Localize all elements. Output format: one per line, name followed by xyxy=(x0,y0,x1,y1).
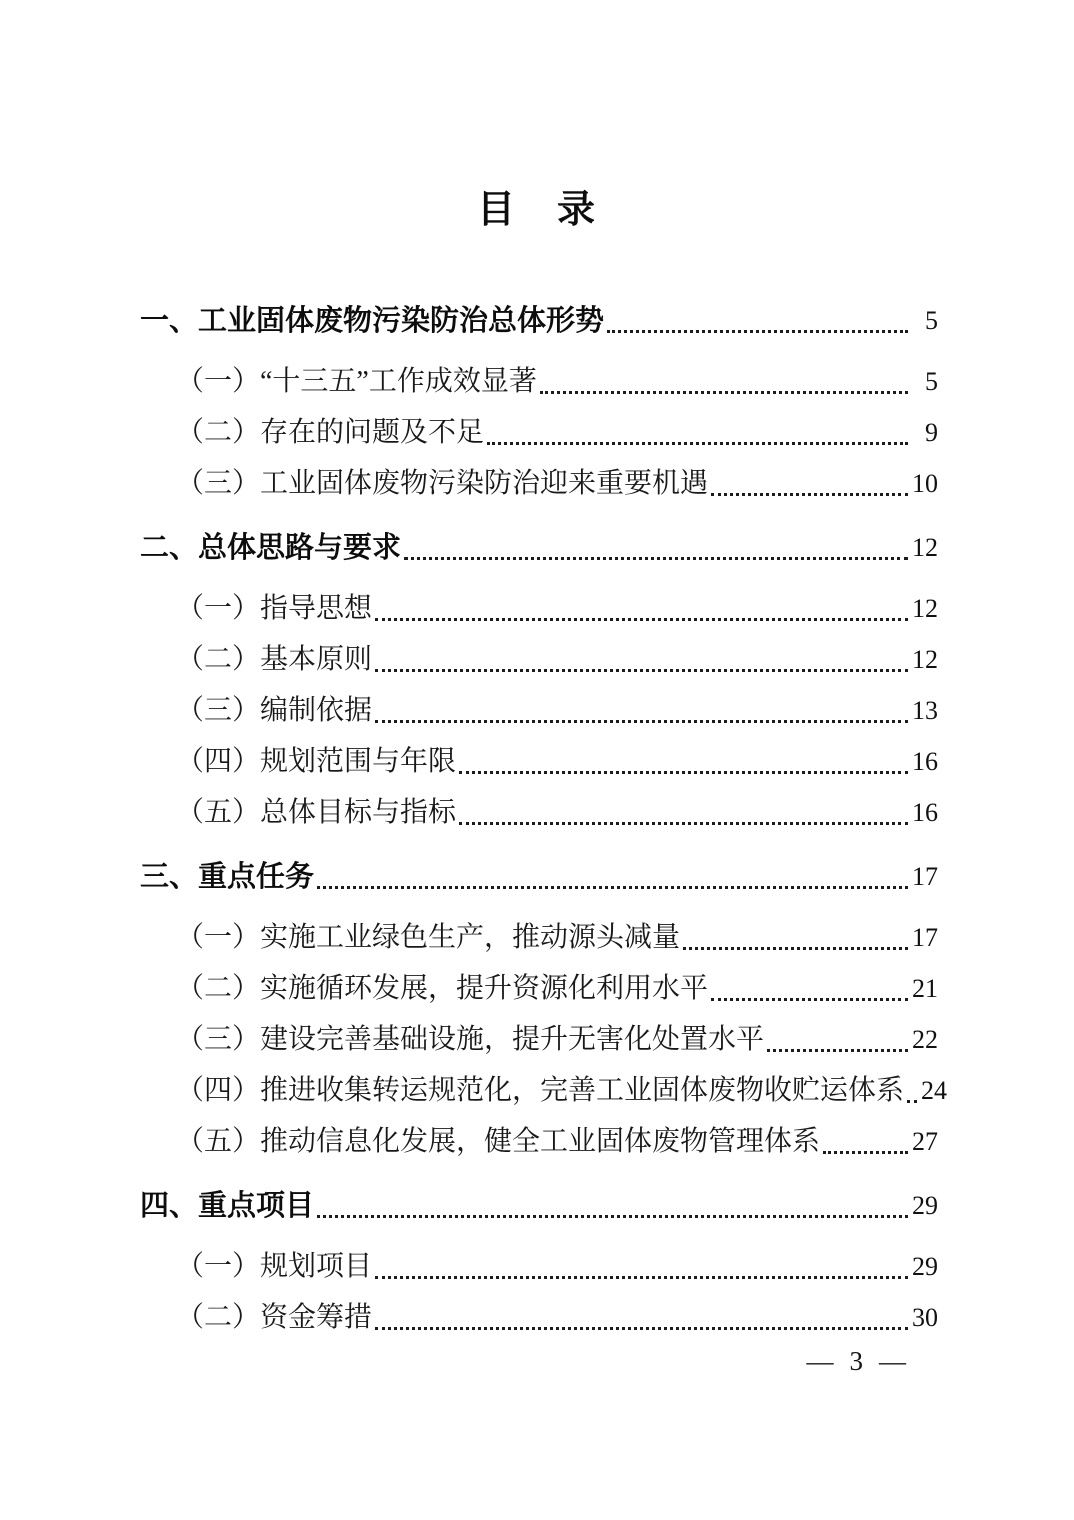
toc-leader-dots xyxy=(540,391,908,394)
toc-entry[interactable] xyxy=(140,1011,938,1062)
toc-entry[interactable] xyxy=(140,1289,938,1340)
toc-entry[interactable] xyxy=(140,404,938,455)
toc-entry-page: 17 xyxy=(912,923,938,952)
toc-entry-page: 30 xyxy=(912,1303,938,1332)
toc-leader-dots xyxy=(459,822,908,825)
toc-leader-dots xyxy=(767,1049,908,1052)
toc-leader-dots xyxy=(375,1327,908,1330)
toc-entry-label: 三、重点任务 xyxy=(140,861,315,893)
toc-leader-dots xyxy=(607,330,908,333)
toc-entry-label: （三）编制依据 xyxy=(176,695,373,726)
toc-leader-dots xyxy=(375,669,908,672)
toc-entry-page: 16 xyxy=(912,747,938,776)
toc-leader-dots xyxy=(404,557,908,560)
toc-entry-label: （一）规划项目 xyxy=(176,1251,373,1282)
toc-entry-label: （三）工业固体废物污染防治迎来重要机遇 xyxy=(176,468,709,499)
toc-entry-page: 12 xyxy=(912,645,938,674)
toc-leader-dots xyxy=(711,998,908,1001)
toc-leader-dots xyxy=(683,947,908,950)
toc-leader-dots xyxy=(487,442,908,445)
toc-entry-page: 5 xyxy=(925,306,938,335)
toc-entry[interactable] xyxy=(140,580,938,631)
toc-entry-label: （二）资金筹措 xyxy=(176,1302,373,1333)
toc-entry-page: 5 xyxy=(925,367,938,396)
toc-entry[interactable] xyxy=(140,733,938,784)
toc-leader-dots xyxy=(317,1215,908,1218)
toc-leader-dots xyxy=(907,1100,917,1103)
toc-entry[interactable] xyxy=(140,848,938,899)
toc-entry[interactable] xyxy=(140,1062,948,1113)
toc-leader-dots xyxy=(711,493,908,496)
toc-leader-dots xyxy=(375,1276,908,1279)
toc-entry-page: 29 xyxy=(912,1252,938,1281)
toc-entry-label: （二）实施循环发展，提升资源化利用水平 xyxy=(176,973,709,1004)
toc-entry-page: 17 xyxy=(912,862,938,891)
toc-entry-label: （二）存在的问题及不足 xyxy=(176,417,485,448)
toc-leader-dots xyxy=(317,886,908,889)
toc-entry-label: （四）推进收集转运规范化，完善工业固体废物收贮运体系 xyxy=(176,1075,905,1106)
toc-entry-page: 13 xyxy=(912,696,938,725)
toc-entry-label: （三）建设完善基础设施，提升无害化处置水平 xyxy=(176,1024,765,1055)
toc-entry-label: 四、重点项目 xyxy=(140,1190,315,1222)
toc-entry-page: 12 xyxy=(912,533,938,562)
footer-left-dash: — xyxy=(806,1346,834,1376)
toc-entry-label: 一、工业固体废物污染防治总体形势 xyxy=(140,305,605,337)
toc-entry-label: （五）推动信息化发展，健全工业固体废物管理体系 xyxy=(176,1126,821,1157)
footer-right-dash: — xyxy=(879,1346,906,1376)
page-footer xyxy=(807,1346,907,1377)
toc-entry-label: （一）“十三五”工作成效显著 xyxy=(176,366,537,397)
toc-entry[interactable] xyxy=(140,519,938,570)
toc-entry-page: 29 xyxy=(912,1191,938,1220)
toc-entry-page: 21 xyxy=(912,974,938,1003)
toc-leader-dots xyxy=(375,618,908,621)
toc-entry[interactable] xyxy=(140,1177,938,1228)
toc-entry-label: （四）规划范围与年限 xyxy=(176,746,457,777)
toc-entry-label: （五）总体目标与指标 xyxy=(176,797,457,828)
toc-entry-label: 二、总体思路与要求 xyxy=(140,532,402,564)
toc-list xyxy=(140,292,948,1340)
toc-entry[interactable] xyxy=(140,455,938,506)
toc-entry-page: 27 xyxy=(912,1127,938,1156)
toc-entry-label: （一）指导思想 xyxy=(176,593,373,624)
toc-entry-page: 24 xyxy=(921,1076,948,1105)
toc-leader-dots xyxy=(459,771,908,774)
toc-entry-page: 22 xyxy=(912,1025,938,1054)
toc-entry-page: 12 xyxy=(912,594,938,623)
toc-entry[interactable] xyxy=(140,909,938,960)
toc-entry-page: 10 xyxy=(912,469,938,498)
toc-entry-page: 16 xyxy=(912,798,938,827)
toc-entry[interactable] xyxy=(140,960,938,1011)
toc-entry[interactable] xyxy=(140,682,938,733)
page-title: 目 录 xyxy=(476,189,597,231)
toc-entry[interactable] xyxy=(140,353,938,404)
toc-entry-label: （二）基本原则 xyxy=(176,644,373,675)
toc-leader-dots xyxy=(375,720,908,723)
toc-entry[interactable] xyxy=(140,292,938,343)
toc-leader-dots xyxy=(823,1151,908,1154)
footer-page-number: 3 xyxy=(849,1346,863,1376)
toc-entry[interactable] xyxy=(140,631,938,682)
toc-entry[interactable] xyxy=(140,784,938,835)
toc-entry[interactable] xyxy=(140,1238,938,1289)
toc-entry-label: （一）实施工业绿色生产，推动源头减量 xyxy=(176,922,681,953)
toc-entry[interactable] xyxy=(140,1113,938,1164)
toc-entry-page: 9 xyxy=(925,418,938,447)
